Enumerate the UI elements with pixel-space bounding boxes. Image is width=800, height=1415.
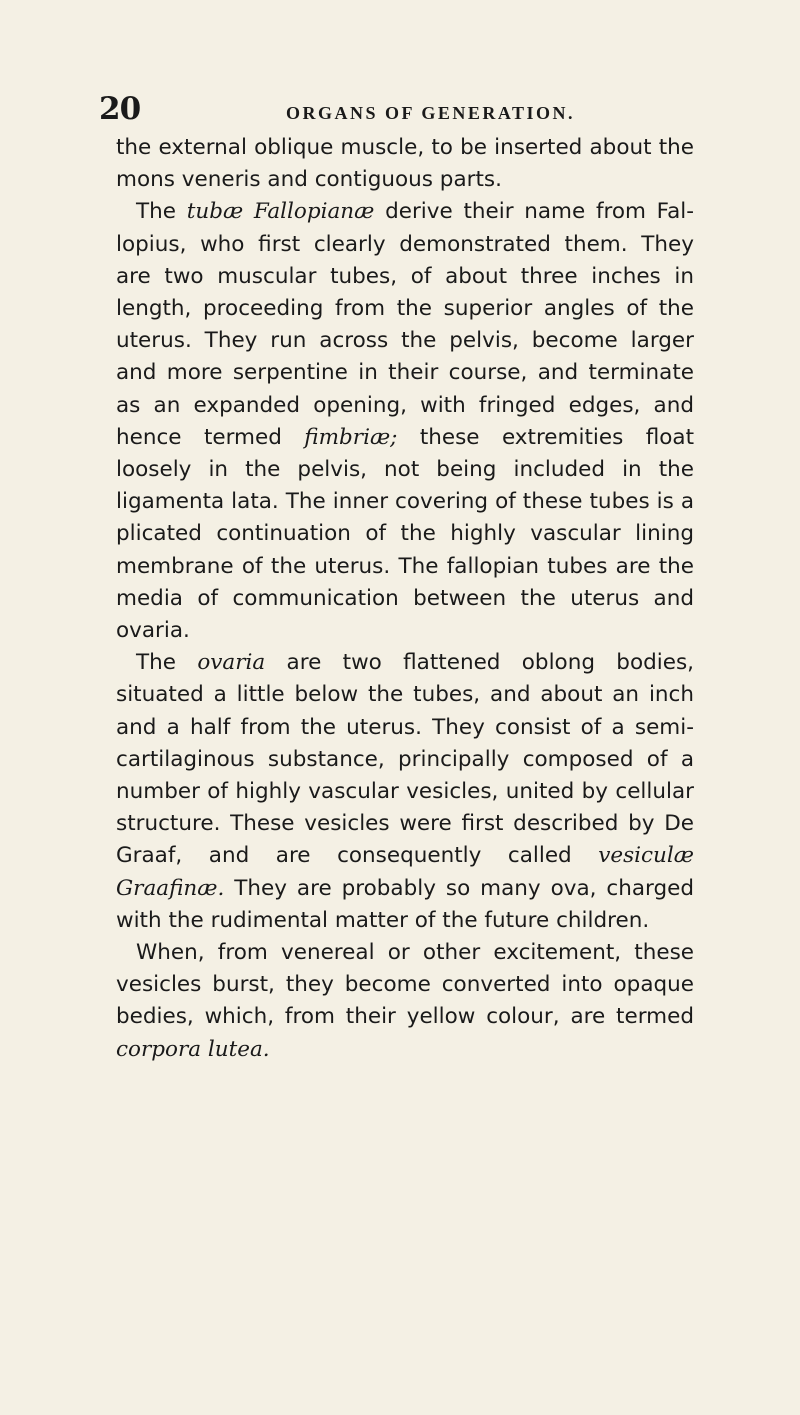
paragraph-muscle — [116, 132, 694, 196]
italic-term: ovaria — [197, 650, 266, 676]
italic-term: vesiculæ Graafinæ. — [116, 843, 694, 901]
running-title: ORGANS OF GENERATION. — [286, 103, 576, 123]
paragraph-text: are two flattened oblong bodies, situated a little below the tubes, and about an inch and a half from the uterus. They consist of a semi-cartilaginous substance, principally composed of a number of highly vascular vesicles, united by cellular structure. These vesicles were first described by De Graaf, and are consequently called — [116, 650, 694, 869]
paragraph-text: The — [136, 199, 187, 225]
paragraph-corpora-lutea — [116, 937, 694, 1066]
paragraph-text: The — [136, 650, 198, 676]
paragraph-fallopian-tubes — [116, 196, 694, 647]
italic-term: corpora lutea. — [116, 1036, 270, 1062]
paragraph-text: derive their name from Fallopius, who first clearly demonstrated them. They are two muscular tubes, of about three inches in length, proceeding from the superior angles of the uterus. They run across the pelvis, become larger and more serpentine in their course, and terminate as an expanded opening, with fringed edges, and hence termed — [116, 199, 694, 450]
paragraph-text: these extremities float loosely in the pelvis, not being included in the ligamenta lata. The inner covering of these tubes is a plicated continuation of the highly vascular lining membrane of the uterus. The fallopian tubes are the media of communication between the uterus and ovaria. — [116, 424, 694, 644]
paragraph-text: the external oblique muscle, to be inserted about the mons veneris and contiguous parts. — [116, 135, 694, 193]
paragraph-ovaria — [116, 647, 694, 937]
italic-term: fimbriæ; — [304, 424, 398, 450]
page-number: 20 — [99, 91, 141, 127]
paragraph-text: When, from venereal or other excitement, these vesicles burst, they become converted into opaque bedies, which, from their yellow colour, are termed — [116, 940, 694, 1030]
italic-term: tubæ Fallopianæ — [186, 199, 375, 225]
paragraph-text: They are probably so many ova, charged with the rudimental matter of the future children. — [116, 875, 694, 933]
body-text — [116, 132, 694, 1066]
